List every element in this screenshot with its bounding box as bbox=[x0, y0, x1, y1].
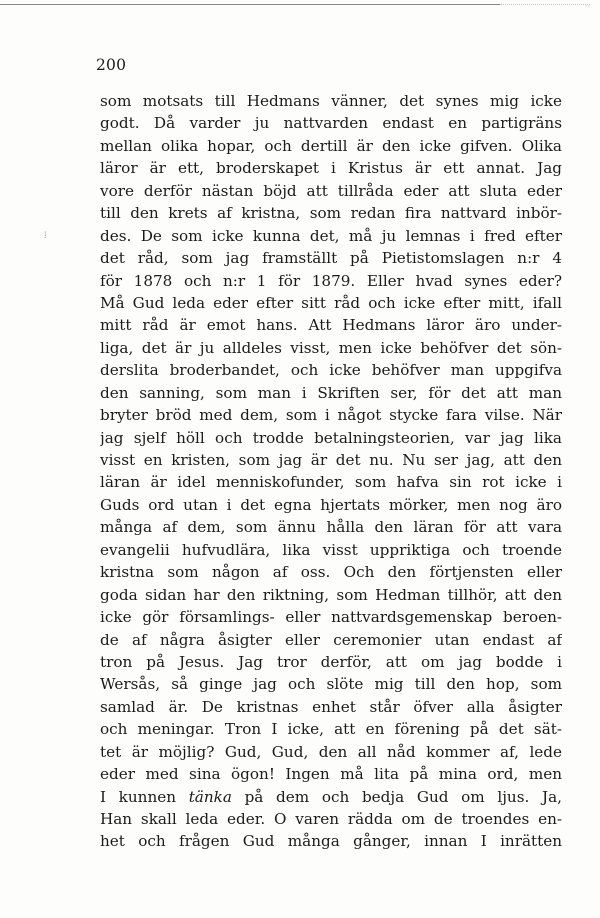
text-line: de af några åsigter eller ceremonier utan endast af bbox=[100, 630, 562, 649]
text-line: kristna som någon af oss. Och den förtjensten eller bbox=[100, 563, 562, 582]
text-line: eder med sina ögon! Ingen må lita på mina ord, men bbox=[100, 765, 562, 784]
text-line: liga, det är ju alldeles visst, men icke behöfver det sön- bbox=[100, 338, 562, 357]
text-line: het och frågen Gud många gånger, innan I inrätten bbox=[100, 832, 562, 851]
text-line: visst en kristen, som jag är det nu. Nu ser jag, att den bbox=[100, 451, 562, 469]
text-line: många af dem, som ännu hålla den läran för att vara bbox=[100, 518, 562, 537]
body-text bbox=[100, 90, 562, 853]
top-edge-rule bbox=[0, 4, 500, 5]
text-line: bryter bröd med dem, som i något stycke fara vilse. När bbox=[100, 406, 562, 425]
margin-mark: ⁞ bbox=[44, 231, 47, 241]
text-line: mellan olika hopar, och dertill är den icke gifven. Olika bbox=[100, 136, 562, 155]
text-line: tron på Jesus. Jag tror derför, att om jag bodde i bbox=[100, 652, 562, 671]
text-line: samlad är. De kristnas enhet står öfver alla åsigter bbox=[100, 697, 562, 716]
text-line: tet är möjlig? Gud, Gud, den all nåd kommer af, lede bbox=[100, 742, 562, 761]
text-line: Må Gud leda eder efter sitt råd och icke efter mitt, ifall bbox=[100, 293, 562, 312]
text-line: Guds ord utan i det egna hjertats mörker, men nog äro bbox=[100, 495, 562, 514]
text-line: Wersås, så ginge jag och slöte mig till den hop, som bbox=[100, 675, 562, 694]
text-line: des. De som icke kunna det, må ju lemnas i fred efter bbox=[100, 226, 562, 245]
text-line: till den krets af kristna, som redan fira nattvard inbör- bbox=[100, 204, 562, 223]
text-line: icke gör församlings- eller nattvardsgemenskap beroen- bbox=[100, 608, 562, 627]
text-line: och meningar. Tron I icke, att en förening på det sät- bbox=[100, 720, 562, 739]
text-line: derslita broderbandet, och icke behöfver man uppgifva bbox=[100, 361, 562, 380]
text-line: som motsats till Hedmans vänner, det synes mig icke bbox=[100, 92, 562, 110]
text-segment: I kunnen bbox=[100, 787, 176, 806]
emphasized-word: tänka bbox=[188, 787, 232, 806]
text-line: vore derför nästan böjd att tillråda eder att sluta eder bbox=[100, 181, 562, 200]
text-line-with-emphasis bbox=[100, 786, 562, 808]
page-number: 200 bbox=[96, 56, 127, 74]
text-line: goda sidan har den riktning, som Hedman tillhör, att den bbox=[100, 585, 562, 604]
text-line: mitt råd är emot hans. Att Hedmans läror äro under- bbox=[100, 316, 562, 335]
text-line: den sanning, som man i Skriften ser, för det att man bbox=[100, 383, 562, 402]
text-line: godt. Då varder ju nattvarden endast en partigräns bbox=[100, 114, 562, 133]
text-line: Han skall leda eder. O varen rädda om de troendes en- bbox=[100, 810, 562, 828]
text-line: läror är ett, broderskapet i Kristus är ett annat. Jag bbox=[100, 159, 562, 178]
top-edge-rule-faint bbox=[500, 4, 590, 5]
text-line: det råd, som jag framställt på Pietistomslagen n:r 4 bbox=[100, 249, 562, 268]
corner-mark: ·· bbox=[585, 2, 591, 11]
text-segment: på dem och bedja Gud om ljus. Ja, bbox=[244, 787, 562, 806]
text-line: läran är idel menniskofunder, som hafva sin rot icke i bbox=[100, 473, 562, 492]
text-line: evangelii hufvudlära, lika visst uppriktiga och troende bbox=[100, 540, 562, 559]
text-line: för 1878 och n:r 1 för 1879. Eller hvad synes eder? bbox=[100, 271, 562, 290]
text-line: jag sjelf höll och trodde betalningsteorien, var jag lika bbox=[100, 428, 562, 447]
